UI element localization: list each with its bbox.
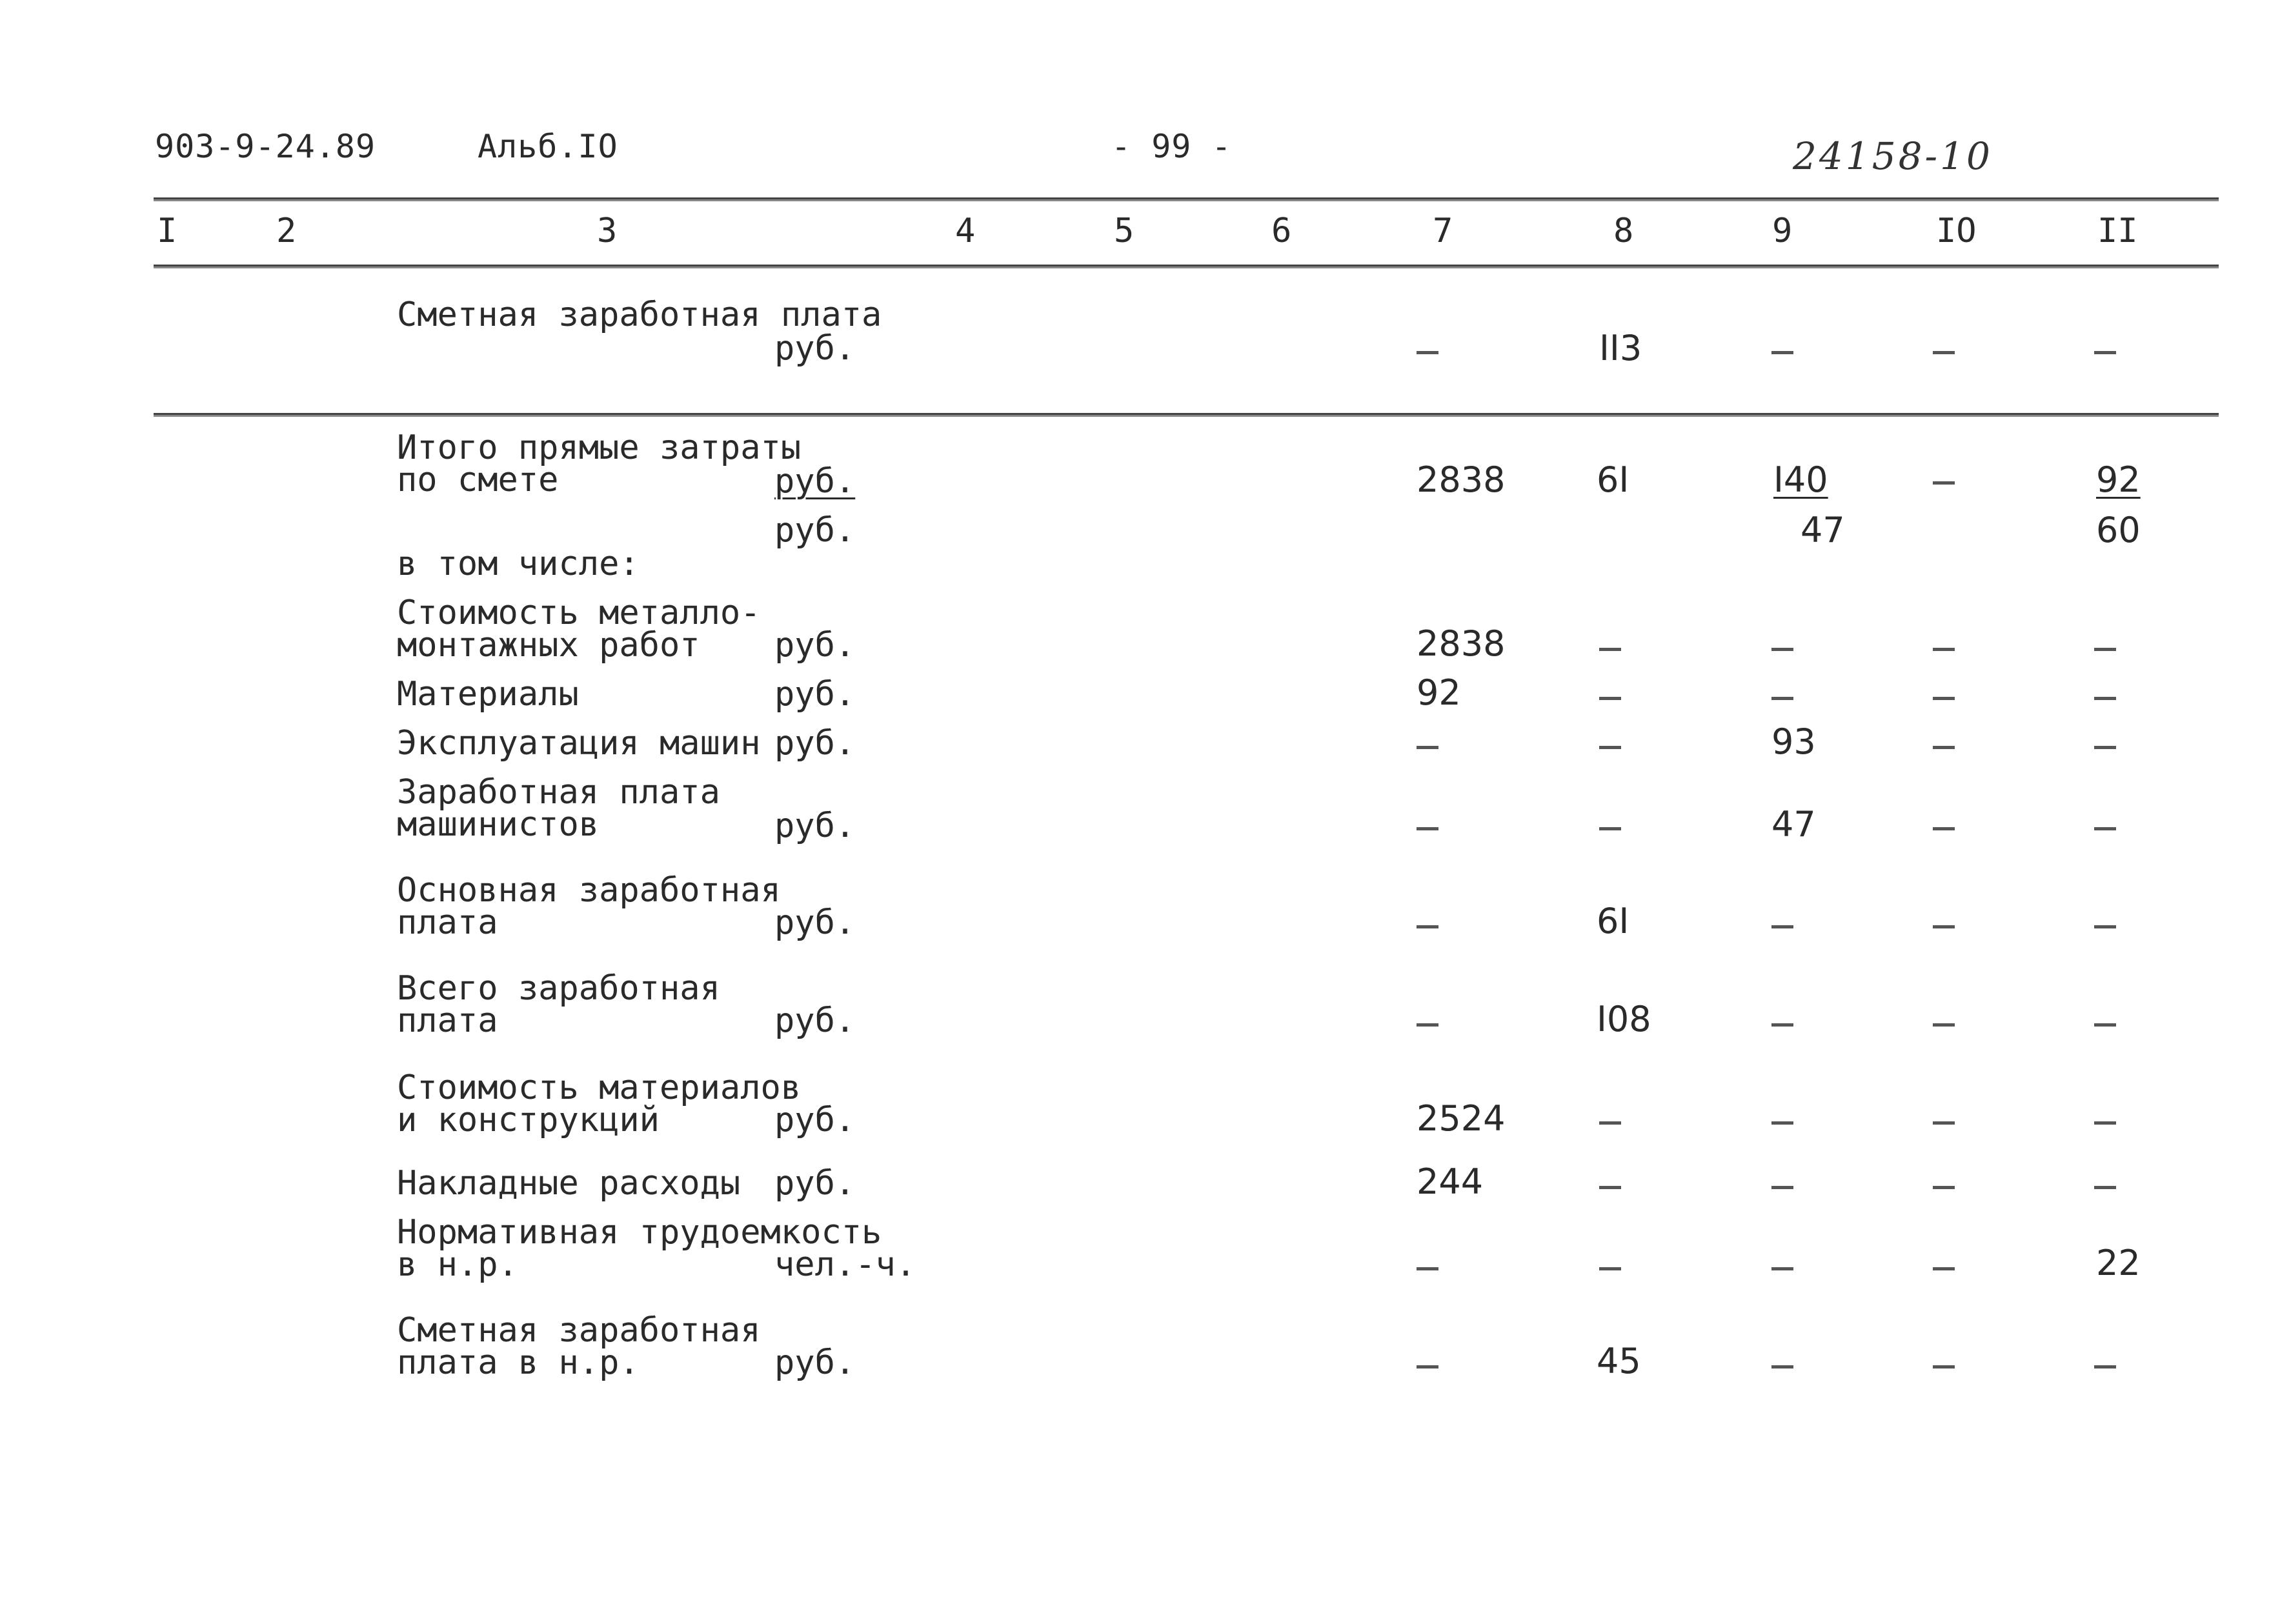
dash-col10 [1933, 746, 1955, 749]
row-unit: руб. [774, 807, 856, 845]
page-number: - 99 - [1111, 128, 1232, 165]
header-top-rule [154, 197, 2219, 201]
dash-col11 [2094, 1023, 2116, 1027]
dash-col11 [2094, 697, 2116, 700]
handwritten-inventory-number: 24158-10 [1793, 134, 1993, 178]
row-label: машинистов [397, 805, 600, 844]
value-col8: 6I [1597, 901, 1629, 941]
dash-col9 [1771, 351, 1793, 354]
value-col9: 93 [1771, 721, 1816, 762]
dash-col7 [1417, 746, 1438, 749]
value-col9: I40 [1773, 459, 1828, 500]
dash-col8 [1599, 648, 1621, 651]
dash-col11 [2094, 746, 2116, 749]
row-label: Итого прямые затраты [397, 428, 802, 467]
value-col8: 6I [1597, 459, 1629, 500]
value-col8: I08 [1597, 999, 1651, 1039]
col-header-8: 8 [1613, 212, 1634, 250]
row-label: Стоимость материалов [397, 1068, 802, 1107]
col-header-7: 7 [1433, 212, 1453, 250]
dash-col10 [1933, 648, 1955, 651]
row-unit: руб. [774, 1343, 856, 1382]
dash-col10 [1933, 1365, 1955, 1368]
dash-col11 [2094, 1186, 2116, 1189]
row-unit: руб. [774, 724, 856, 763]
dash-col7 [1417, 1023, 1438, 1027]
dash-col9 [1771, 697, 1793, 700]
document-code: 903-9-24.89 [155, 128, 376, 165]
dash-col9 [1771, 1121, 1793, 1125]
dash-col9 [1771, 1186, 1793, 1189]
row-label: в н.р. [397, 1245, 518, 1284]
dash-col7 [1417, 1267, 1438, 1270]
dash-col10 [1933, 1121, 1955, 1125]
col-header-2: 2 [276, 212, 297, 250]
dash-col11 [2094, 1365, 2116, 1368]
col-header-10: IO [1936, 212, 1977, 250]
row-label: Стоимость металло- [397, 594, 761, 632]
row-label: Сметная заработная плата [397, 296, 882, 334]
dash-col9 [1771, 1267, 1793, 1270]
dash-col10 [1933, 1267, 1955, 1270]
col-header-4: 4 [955, 212, 976, 250]
value-col7: 2524 [1417, 1098, 1506, 1139]
col-header-6: 6 [1271, 212, 1292, 250]
value-col8: II3 [1599, 328, 1642, 368]
row-label: и конструкций [397, 1101, 660, 1139]
dash-col8 [1599, 1186, 1621, 1189]
dash-col8 [1599, 1121, 1621, 1125]
dash-col10 [1933, 481, 1955, 485]
row-unit: руб. [774, 1001, 856, 1040]
row-label: Основная заработная [397, 871, 781, 910]
dash-col8 [1599, 746, 1621, 749]
row-unit: руб. [774, 1164, 856, 1203]
col-header-9: 9 [1772, 212, 1793, 250]
dash-col7 [1417, 925, 1438, 928]
value-col8: 45 [1597, 1341, 1641, 1381]
album-number: Альб.IO [478, 128, 618, 165]
row-label: Накладные расходы [397, 1164, 741, 1203]
row-unit: руб. [774, 1101, 856, 1139]
dash-col10 [1933, 1023, 1955, 1027]
row-unit: руб. [774, 462, 856, 501]
dash-col7 [1417, 827, 1438, 830]
row-label: плата [397, 1001, 498, 1040]
row-unit: руб. [774, 675, 856, 714]
value-col7: 2838 [1417, 459, 1506, 500]
value-col7: 2838 [1417, 623, 1506, 664]
row-unit: чел.-ч. [774, 1245, 916, 1284]
dash-col10 [1933, 925, 1955, 928]
dash-col10 [1933, 827, 1955, 830]
dash-col9 [1771, 648, 1793, 651]
dash-col10 [1933, 697, 1955, 700]
col-header-3: 3 [597, 212, 618, 250]
row-unit: руб. [774, 511, 856, 550]
row-unit: руб. [774, 329, 856, 368]
dash-col9 [1771, 925, 1793, 928]
value-col11: 60 [2096, 510, 2141, 550]
header-bottom-rule [154, 265, 2219, 268]
row-label: плата в н.р. [397, 1343, 640, 1382]
value-col9: 47 [1801, 510, 1845, 550]
dash-col7 [1417, 1365, 1438, 1368]
row-unit: руб. [774, 626, 856, 665]
value-col7: 244 [1417, 1161, 1484, 1202]
row-label: Материалы [397, 675, 579, 714]
row-label: Сметная заработная [397, 1311, 761, 1350]
value-col9: 47 [1771, 804, 1816, 845]
dash-col11 [2094, 827, 2116, 830]
col-header-1: I [157, 212, 177, 250]
dash-col11 [2094, 1121, 2116, 1125]
dash-col8 [1599, 827, 1621, 830]
row-label: Всего заработная [397, 969, 720, 1008]
dash-col11 [2094, 648, 2116, 651]
value-col11: 92 [2096, 459, 2141, 500]
row-label: Заработная плата [397, 773, 720, 812]
dash-col10 [1933, 351, 1955, 354]
value-col11: 22 [2096, 1243, 2141, 1283]
section-rule [154, 413, 2219, 417]
dash-col8 [1599, 1267, 1621, 1270]
row-label: Эксплуатация машин [397, 724, 761, 763]
col-header-5: 5 [1114, 212, 1135, 250]
row-label: Нормативная трудоемкость [397, 1213, 882, 1252]
value-col7: 92 [1417, 672, 1461, 713]
row-label: по смете [397, 461, 559, 499]
row-label: в том числе: [397, 545, 640, 583]
col-header-11: II [2097, 212, 2138, 250]
dash-col9 [1771, 1023, 1793, 1027]
dash-col11 [2094, 925, 2116, 928]
dash-col7 [1417, 351, 1438, 354]
row-label: монтажных работ [397, 626, 700, 665]
dash-col11 [2094, 351, 2116, 354]
row-unit: руб. [774, 903, 856, 942]
row-label: плата [397, 903, 498, 942]
dash-col9 [1771, 1365, 1793, 1368]
dash-col10 [1933, 1186, 1955, 1189]
dash-col8 [1599, 697, 1621, 700]
